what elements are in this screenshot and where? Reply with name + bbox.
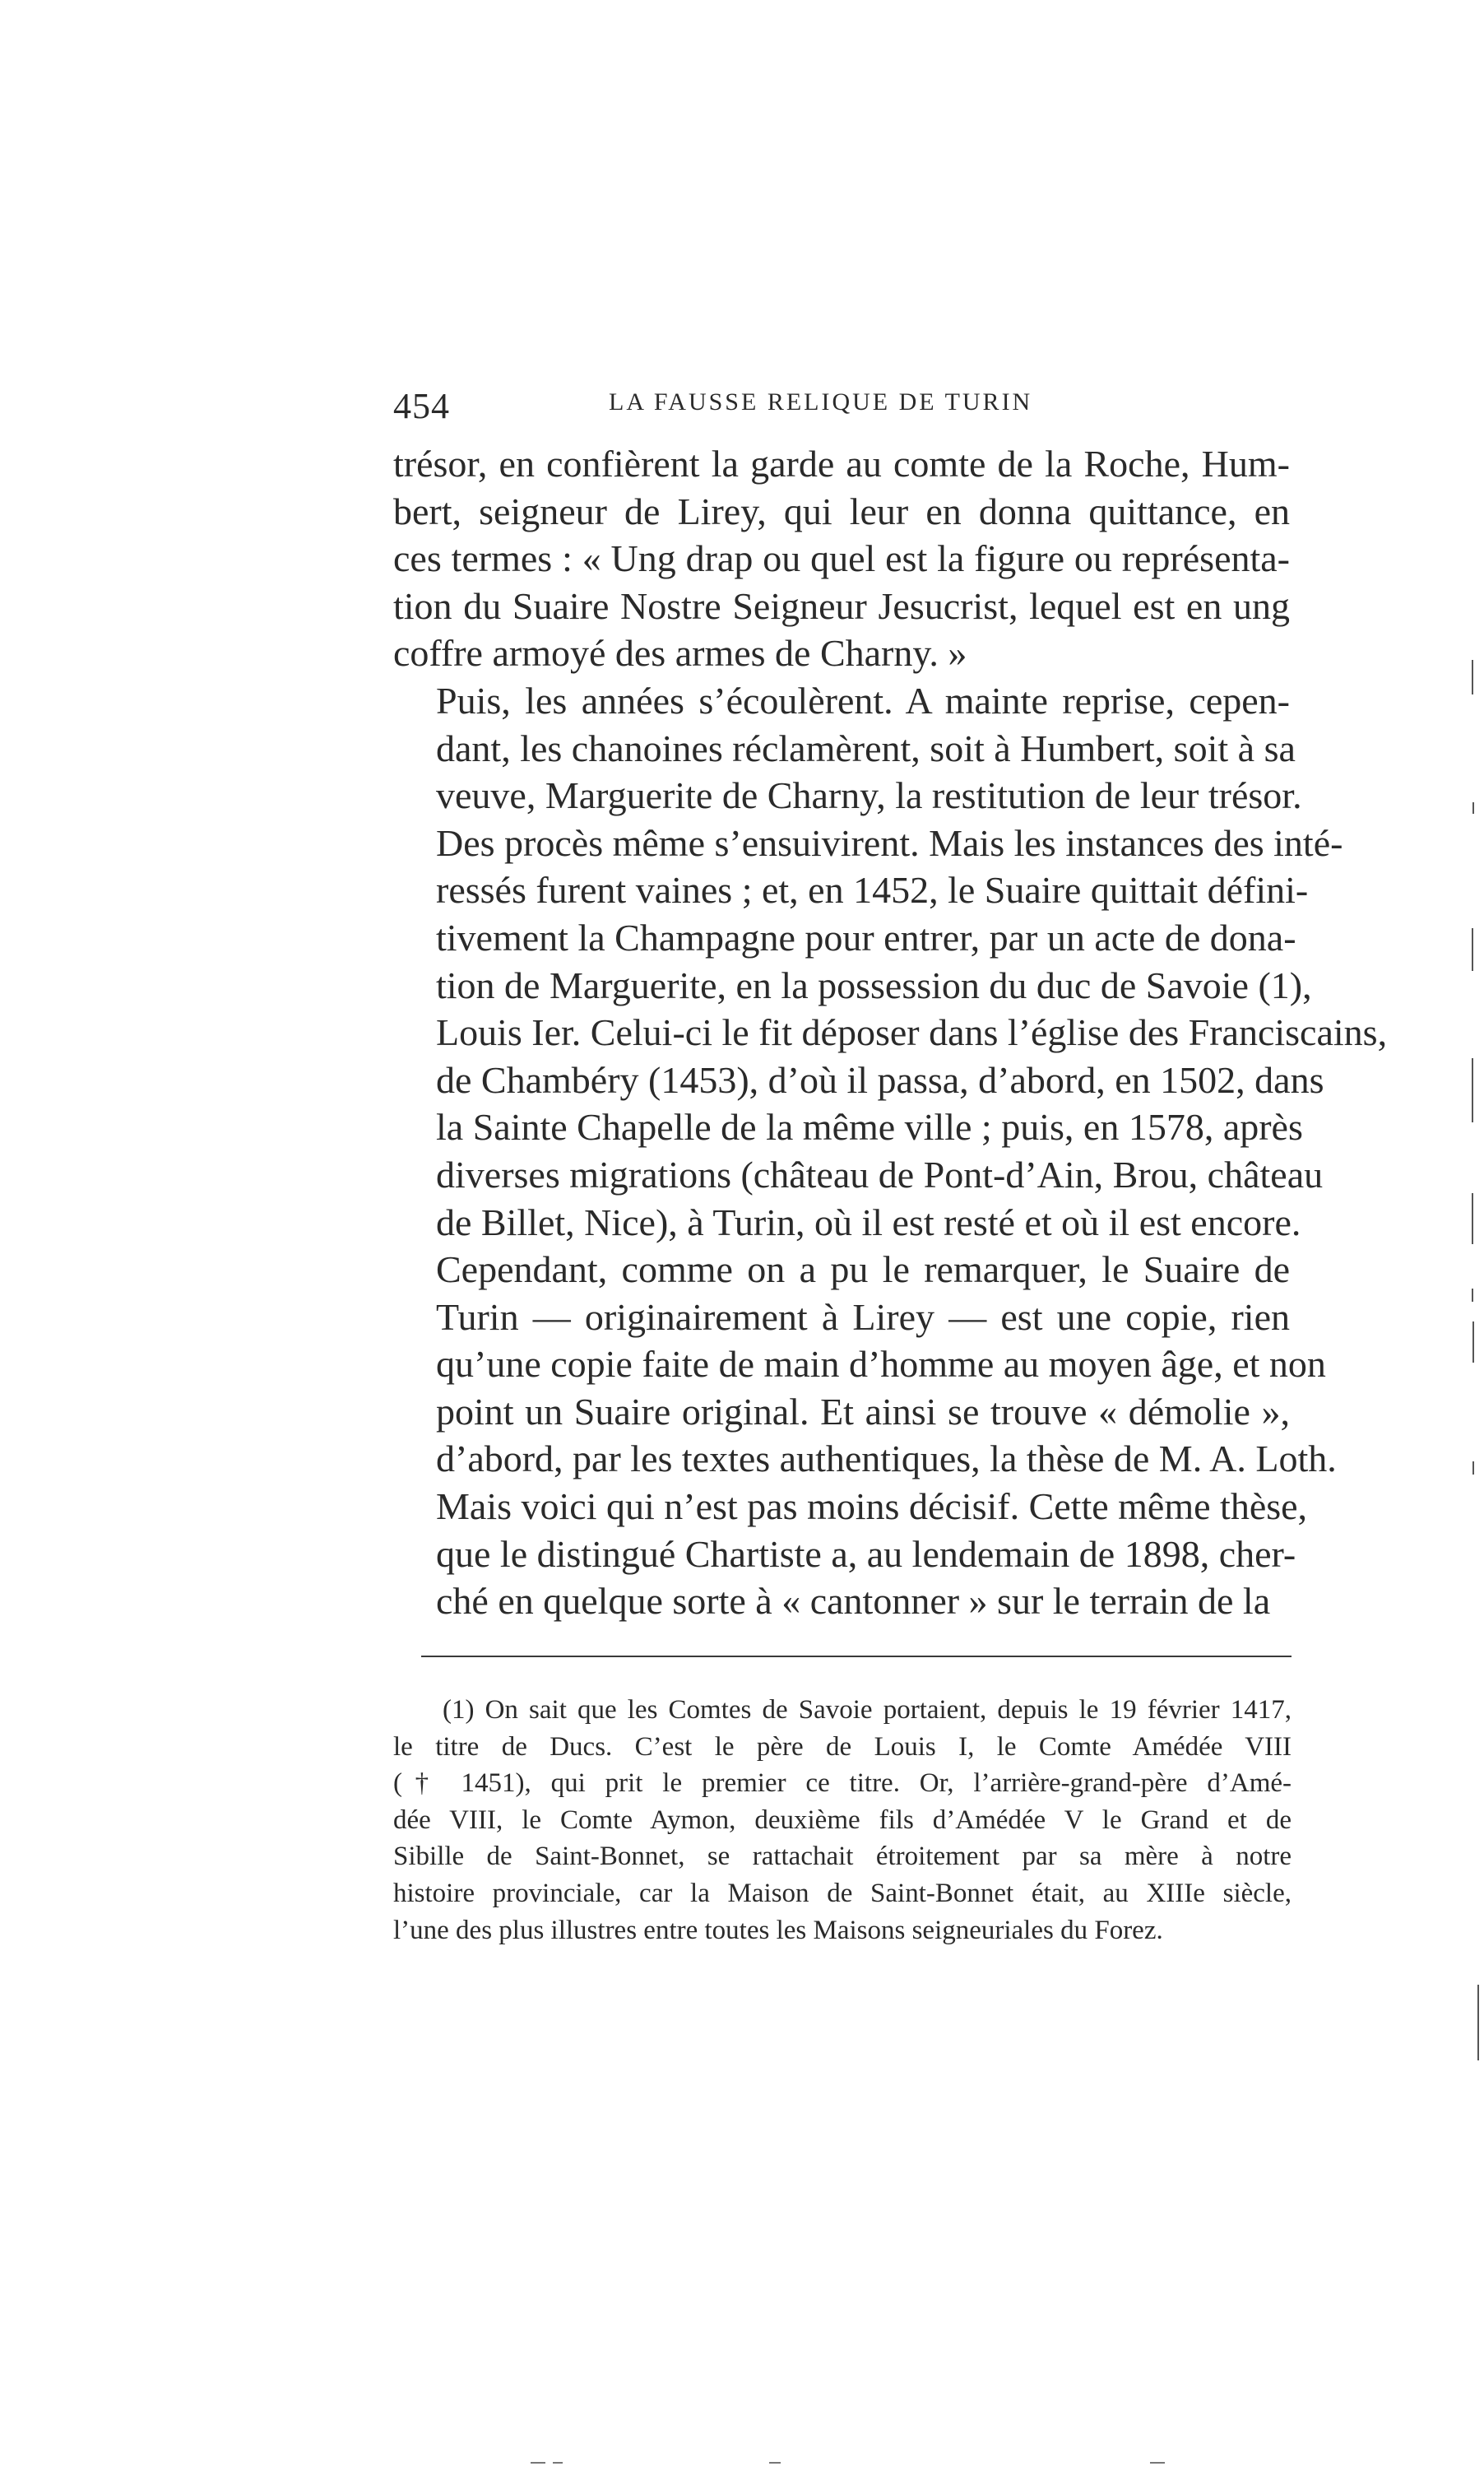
margin-scan-mark xyxy=(1472,660,1473,694)
paragraph-3 xyxy=(393,1246,1337,1625)
text-line: ces termes : « Ung drap ou quel est la figure ou représenta- xyxy=(393,537,1290,580)
text-line: ché en quelque sorte à « cantonner » sur le terrain de la xyxy=(436,1580,1271,1623)
footnote-line: dée VIII, le Comte Aymon, deuxième fils d’Amédée V le Grand et de xyxy=(393,1804,1292,1835)
running-head: LA FAUSSE RELIQUE DE TURIN xyxy=(609,388,1033,416)
text-line: la Sainte Chapelle de la même ville ; puis, en 1578, après xyxy=(436,1106,1303,1149)
text-line: ressés furent vaines ; et, en 1452, le Suaire quittait défini- xyxy=(436,869,1309,912)
text-line: veuve, Marguerite de Charny, la restitution de leur trésor. xyxy=(436,774,1302,817)
text-line: de Chambéry (1453), d’où il passa, d’abord, en 1502, dans xyxy=(436,1058,1324,1101)
text-line: point un Suaire original. Et ainsi se trouve « démolie », xyxy=(436,1390,1290,1433)
footnote-line: l’une des plus illustres entre toutes les Maisons seigneuriales du Forez. xyxy=(393,1915,1163,1945)
margin-scan-mark xyxy=(1472,1058,1473,1122)
margin-scan-mark xyxy=(1472,928,1473,971)
margin-scan-mark xyxy=(1472,1289,1473,1302)
text-line: Des procès même s’ensuivirent. Mais les instances des inté- xyxy=(436,821,1343,864)
bottom-scan-mark xyxy=(531,2462,545,2464)
paragraph-2 xyxy=(393,677,1388,1246)
margin-scan-mark xyxy=(1472,1461,1474,1475)
text-line: d’abord, par les textes authentiques, la thèse de M. A. Loth. xyxy=(436,1438,1337,1480)
text-line: coffre armoyé des armes de Charny. » xyxy=(393,632,967,675)
bottom-scan-mark xyxy=(553,2462,563,2464)
margin-scan-mark xyxy=(1472,802,1474,814)
text-line: Mais voici qui n’est pas moins décisif. Cette même thèse, xyxy=(436,1485,1308,1528)
footnote-line: le titre de Ducs. C’est le père de Louis I, le Comte Amédée VIII xyxy=(393,1731,1292,1762)
margin-scan-mark xyxy=(1472,1321,1474,1363)
text-line: diverses migrations (château de Pont-d’Ain, Brou, château xyxy=(436,1153,1324,1196)
text-line: Puis, les années s’écoulèrent. A mainte reprise, cepen- xyxy=(436,679,1290,722)
text-line: tion du Suaire Nostre Seigneur Jesucrist, lequel est en ung xyxy=(393,584,1290,627)
footnote-divider xyxy=(421,1656,1292,1657)
margin-scan-mark xyxy=(1477,1985,1479,2060)
bottom-scan-mark xyxy=(769,2462,781,2464)
text-line: que le distingué Chartiste a, au lendemain de 1898, cher- xyxy=(436,1532,1296,1575)
page-number: 454 xyxy=(393,386,450,426)
footnote xyxy=(393,1692,1292,1948)
margin-scan-mark xyxy=(1472,1193,1473,1244)
footnote-line: Sibille de Saint-Bonnet, se rattachait étroitement par sa mère à notre xyxy=(393,1842,1292,1872)
text-line: dant, les chanoines réclamèrent, soit à Humbert, soit à sa xyxy=(436,727,1296,769)
text-line: Cependant, comme on a pu le remarquer, le Suaire de xyxy=(436,1248,1290,1291)
body-text xyxy=(393,440,1388,1625)
text-line: Turin — originairement à Lirey — est une copie, rien xyxy=(436,1295,1290,1338)
text-line: qu’une copie faite de main d’homme au moyen âge, et non xyxy=(436,1343,1326,1386)
text-line: bert, seigneur de Lirey, qui leur en donna quittance, en xyxy=(393,490,1290,532)
paragraph-1 xyxy=(393,440,1290,677)
footnote-line: (1) On sait que les Comtes de Savoie portaient, depuis le 19 février 1417, xyxy=(443,1695,1292,1725)
text-line: trésor, en confièrent la garde au comte de la Roche, Hum- xyxy=(393,443,1290,485)
footnote-line: († 1451), qui prit le premier ce titre. Or, l’arrière-grand-père d’Amé- xyxy=(393,1768,1292,1799)
text-line: de Billet, Nice), à Turin, où il est resté et où il est encore. xyxy=(436,1201,1301,1243)
text-line: tivement la Champagne pour entrer, par un acte de dona- xyxy=(436,916,1296,959)
text-line: tion de Marguerite, en la possession du duc de Savoie (1), xyxy=(436,964,1312,1006)
bottom-scan-mark xyxy=(1150,2462,1165,2464)
footnote-line: histoire provinciale, car la Maison de Saint-Bonnet était, au XIIIe siècle, xyxy=(393,1878,1292,1908)
text-line: Louis Ier. Celui-ci le fit déposer dans l’église des Franciscains, xyxy=(436,1011,1388,1054)
